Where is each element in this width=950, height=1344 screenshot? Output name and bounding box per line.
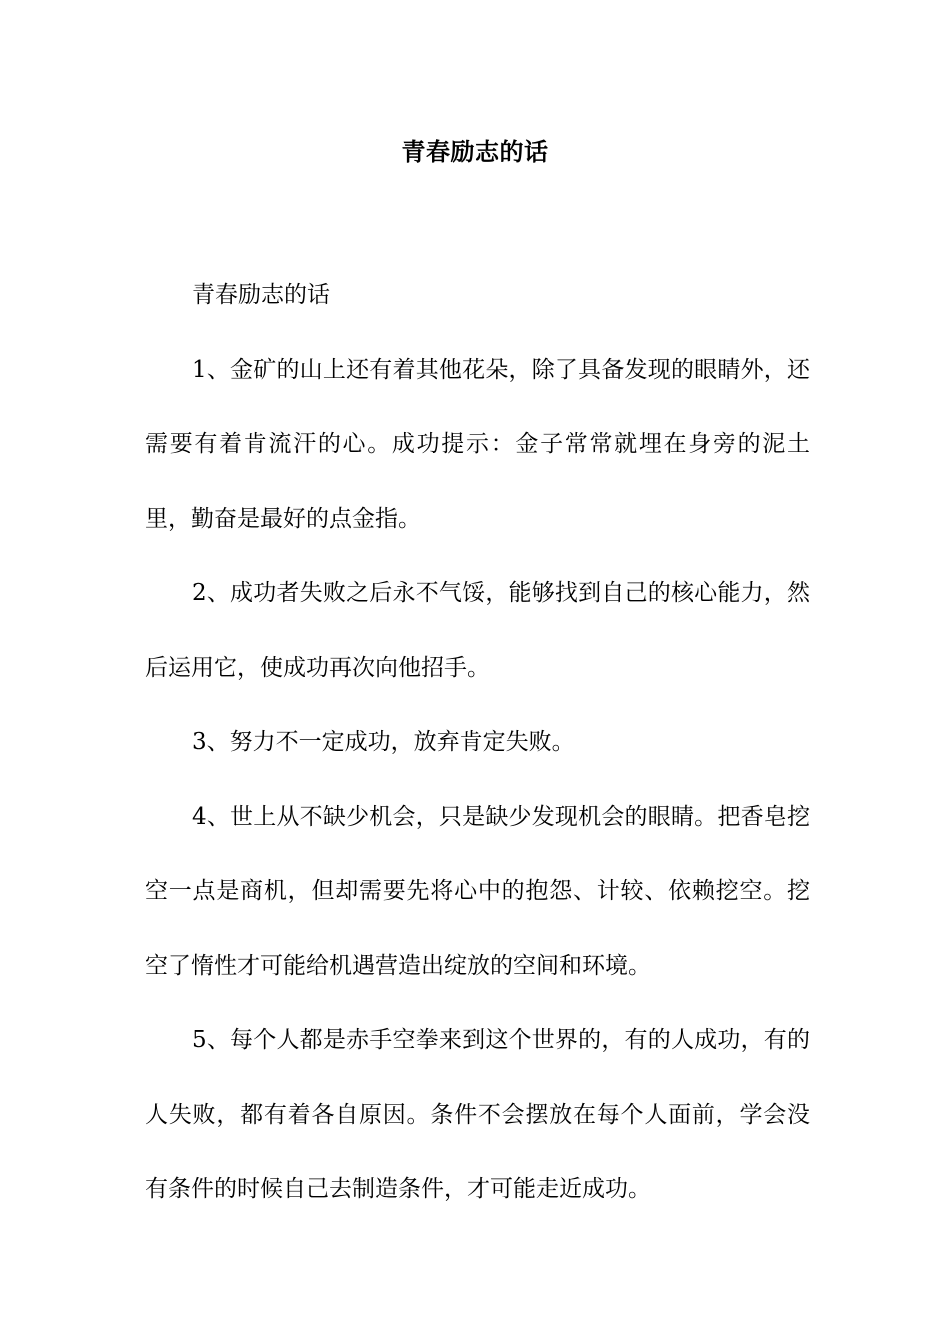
paragraph-2: 2、成功者失败之后永不气馁，能够找到自己的核心能力，然后运用它，使成功再次向他招手。 <box>145 580 810 681</box>
paragraph-5: 5、每个人都是赤手空拳来到这个世界的，有的人成功，有的人失败，都有着各自原因。条件不会摆放在每个人面前，学会没有条件的时候自己去制造条件，才可能走近成功。 <box>145 1027 810 1202</box>
document-body <box>145 258 810 1227</box>
document-title: 青春励志的话 <box>401 137 549 166</box>
paragraph-1: 1、金矿的山上还有着其他花朵，除了具备发现的眼睛外，还需要有着肯流汗的心。成功提示：金子常常就埋在身旁的泥土里，勤奋是最好的点金指。 <box>145 356 810 532</box>
paragraph-heading: 青春励志的话 <box>192 282 330 308</box>
paragraph-3: 3、努力不一定成功，放弃肯定失败。 <box>192 729 575 755</box>
paragraph-4: 4、世上从不缺少机会，只是缺少发现机会的眼睛。把香皂挖空一点是商机，但却需要先将心中的抱怨、计较、依赖挖空。挖空了惰性才可能给机遇营造出绽放的空间和环境。 <box>145 803 810 979</box>
